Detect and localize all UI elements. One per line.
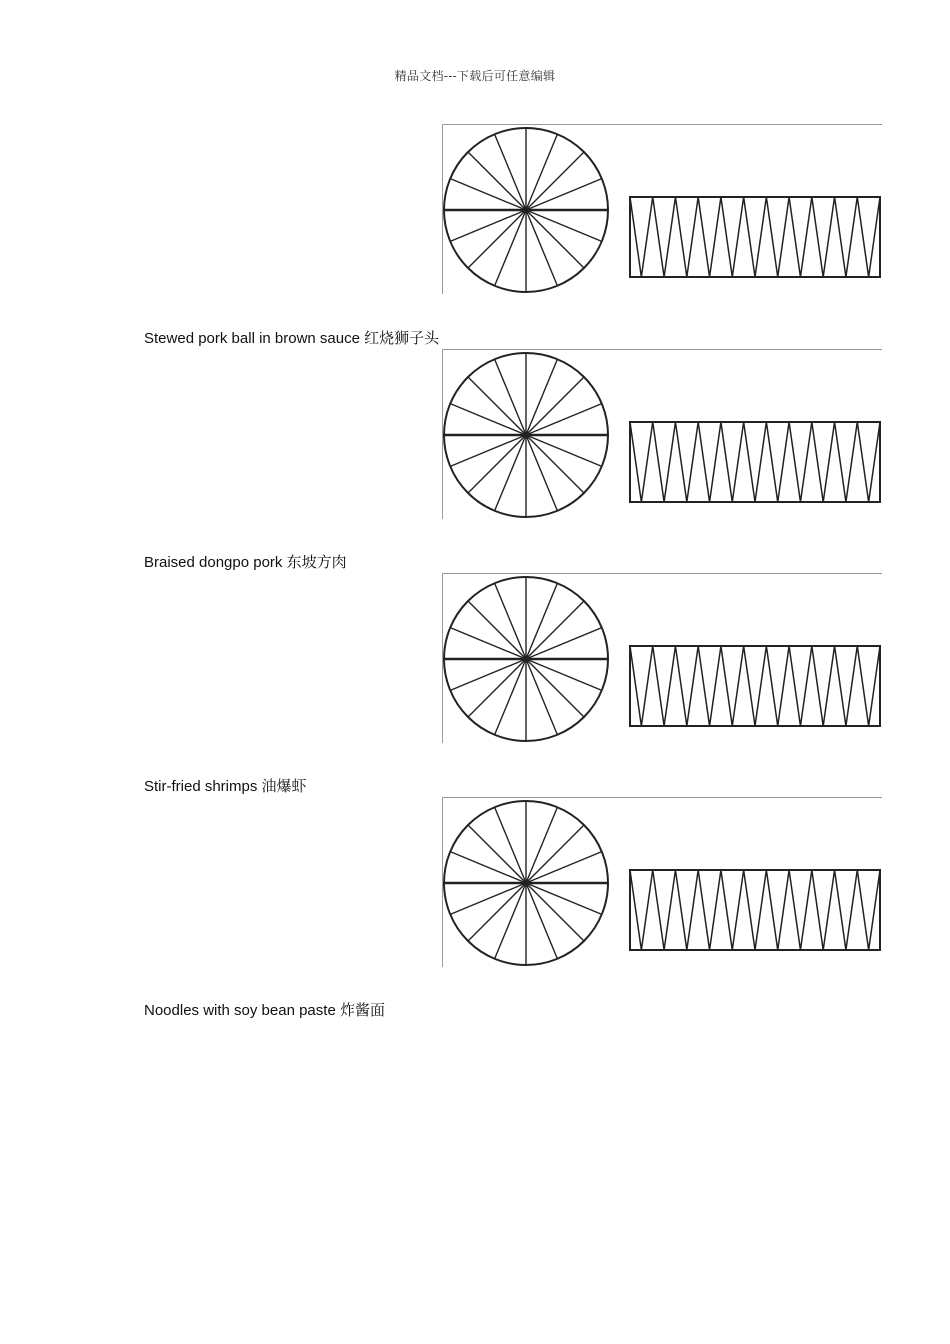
wheel-spoke [526,659,584,717]
dish-caption: Stewed pork ball in brown sauce 红烧狮子头 [144,330,440,347]
wheel-spoke [526,601,584,659]
dish-caption: Braised dongpo pork 东坡方肉 [144,554,347,571]
wheel-spoke [468,825,526,883]
wheel-spoke [526,825,584,883]
dish-caption: Noodles with soy bean paste 炸酱面 [144,1002,385,1019]
figure-3 [442,573,882,745]
wheel-zigzag-figure [442,797,882,969]
wheel-spoke [468,377,526,435]
wheel-spoke [526,435,584,493]
zigzag-box [630,422,880,502]
wheel-spoke [526,377,584,435]
figure-2 [442,349,882,521]
zigzag-line [630,197,880,277]
zigzag-box [630,646,880,726]
wheel-zigzag-figure [442,124,882,296]
zigzag-line [630,646,880,726]
wheel-spoke [468,152,526,210]
wheel-spoke [468,659,526,717]
wheel-zigzag-figure [442,349,882,521]
dish-caption: Stir-fried shrimps 油爆虾 [144,778,307,795]
zigzag-box [630,870,880,950]
wheel-spoke [526,152,584,210]
wheel-spoke [526,210,584,268]
zigzag-box [630,197,880,277]
wheel-spoke [526,883,584,941]
wheel-zigzag-figure [442,573,882,745]
figure-1 [442,124,882,296]
wheel-spoke [468,435,526,493]
wheel-spoke [468,210,526,268]
zigzag-line [630,870,880,950]
wheel-spoke [468,883,526,941]
page-header: 精品文档---下载后可任意编辑 [394,69,556,83]
zigzag-line [630,422,880,502]
figure-4 [442,797,882,969]
wheel-spoke [468,601,526,659]
